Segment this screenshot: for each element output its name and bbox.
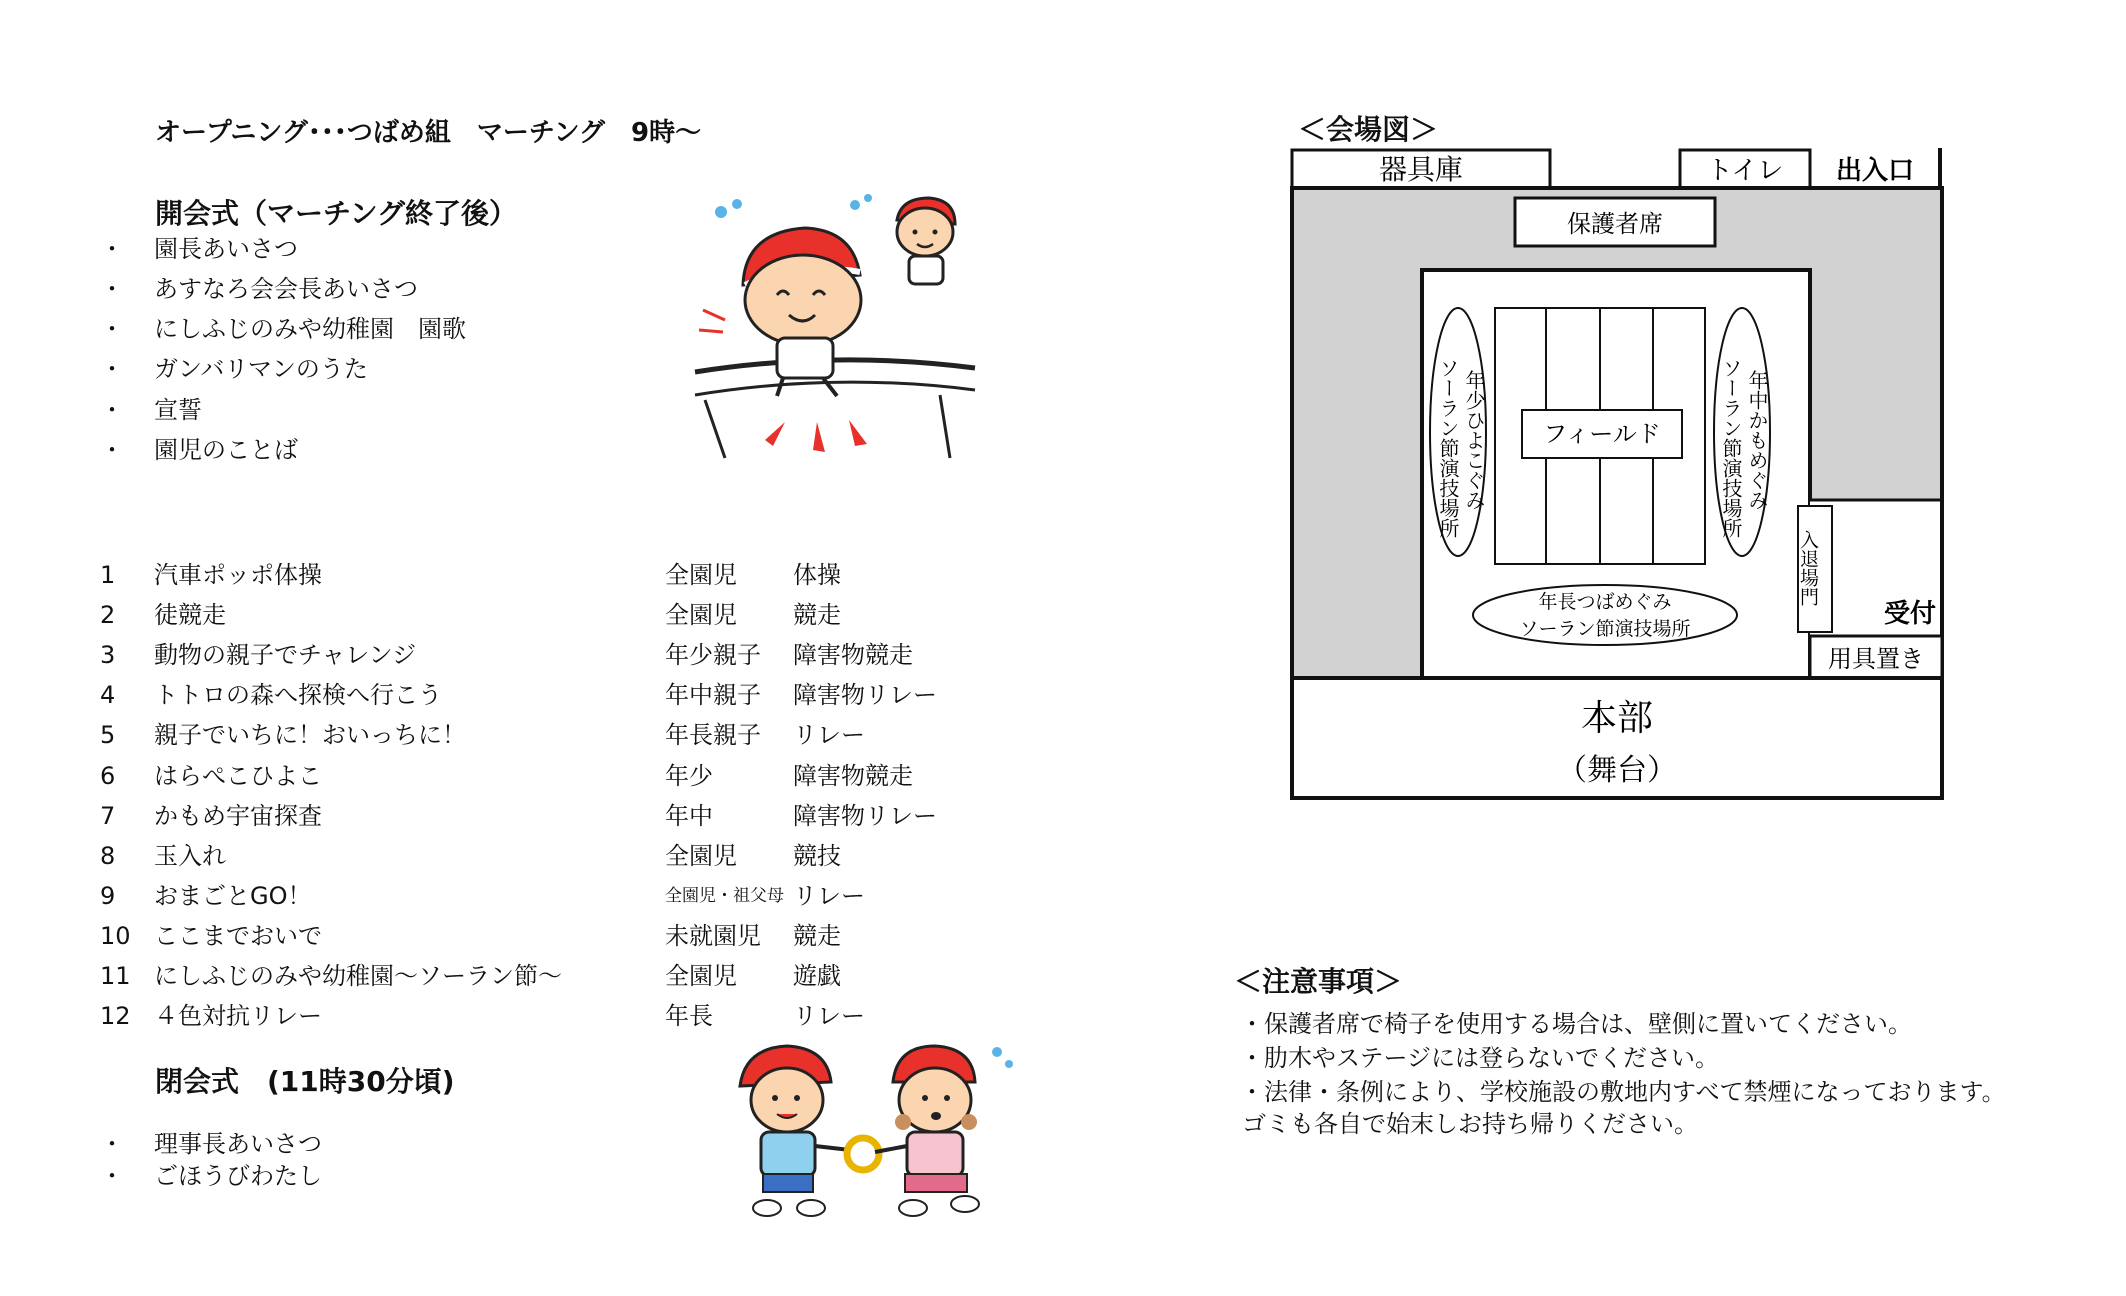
- toilet-label: トイレ: [1706, 156, 1784, 186]
- venue-map: [1290, 140, 1956, 800]
- notice-line: ・保護者席で椅子を使用する場合は、壁側に置いてください。: [1240, 1010, 1912, 1038]
- left-area-label-1: 年少ひよこぐみ: [1462, 370, 1486, 510]
- bottom-area-label-1: 年長つばめぐみ: [1538, 591, 1672, 613]
- supplies-label: 用具置き: [1828, 645, 1924, 673]
- opening-line: オープニング･･･つばめ組 マーチング 9時～: [155, 118, 702, 148]
- equipment-storage-label: 器具庫: [1378, 153, 1464, 186]
- venue-map-title: ＜会場図＞: [1298, 113, 1439, 146]
- right-area-label-2: ソーラン節演技場所: [1719, 358, 1743, 538]
- opening-ceremony-title: 開会式（マーチング終了後）: [155, 197, 518, 230]
- left-area-label-2: ソーラン節演技場所: [1436, 358, 1460, 538]
- closing-ceremony-title: 閉会式 (11時30分頃): [155, 1065, 455, 1098]
- field-label: フィールド: [1543, 420, 1661, 448]
- guardian-seats-label: 保護者席: [1567, 210, 1663, 238]
- right-area-label-1: 年中かもめぐみ: [1745, 370, 1769, 510]
- gate-label: 入退場門: [1797, 530, 1819, 606]
- headquarters-label: 本部: [1580, 698, 1654, 739]
- notice-line: ・肋木やステージには登らないでください。: [1240, 1044, 1720, 1072]
- bottom-area-label-2: ソーラン節演技場所: [1519, 618, 1691, 640]
- notice-line: ゴミも各自で始末しお持ち帰りください。: [1242, 1110, 1698, 1138]
- notices-title: ＜注意事項＞: [1234, 965, 1403, 998]
- entrance-label: 出入口: [1835, 156, 1915, 186]
- relay-children-illustration: [735, 1038, 1025, 1220]
- notice-line: ・法律・条例により、学校施設の敷地内すべて禁煙になっております。: [1240, 1078, 2006, 1106]
- running-children-illustration: [685, 190, 985, 460]
- reception-label: 受付: [1883, 599, 1937, 629]
- stage-label: （舞台）: [1557, 753, 1677, 788]
